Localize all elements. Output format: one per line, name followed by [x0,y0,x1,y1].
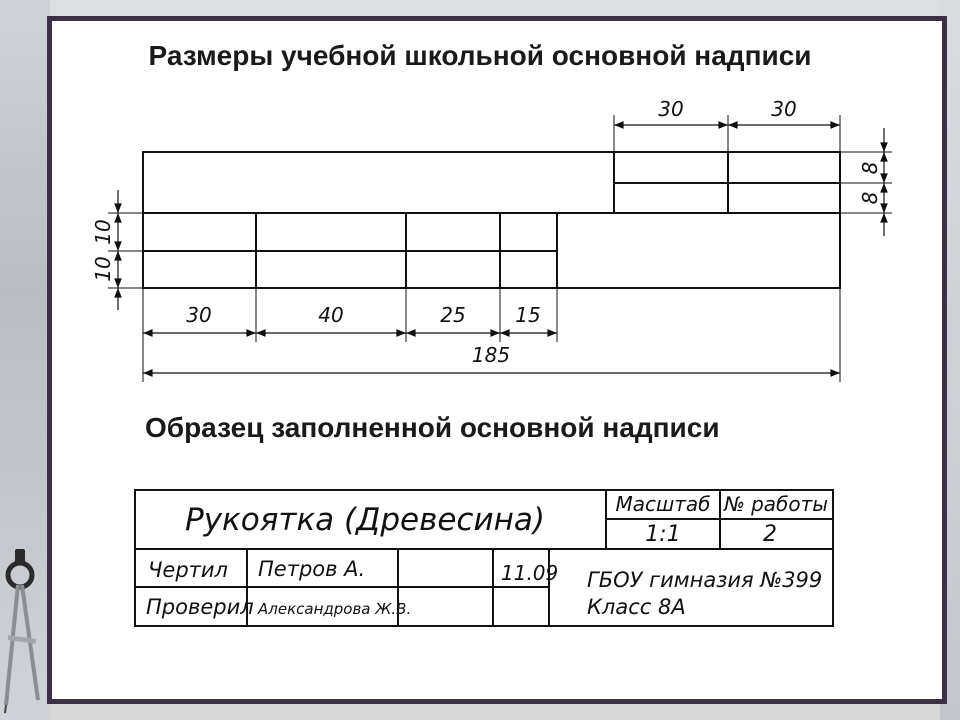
dim-top-right-2: 30 [771,97,797,121]
sample-checked-name: Александрова Ж.В. [258,600,412,618]
dim-left-2: 10 [91,256,115,282]
compass-icon [0,545,46,715]
dim-right-2: 8 [858,191,882,205]
dim-left-1: 10 [91,219,115,245]
sample-scale-label: Масштаб [615,492,711,516]
sample-checked-label: Проверил [146,595,254,619]
dim-bottom-3: 25 [440,303,466,327]
sample-title: Образец заполненной основной надписи [145,412,720,443]
sample-drew-name: Петров А. [258,557,366,581]
sample-drew-label: Чертил [148,558,228,582]
sample-part-name: Рукоятка (Древесина) [185,502,545,538]
dim-bottom-1: 30 [186,303,212,327]
sample-scale-value: 1:1 [645,522,681,547]
dimensions-title: Размеры учебной школьной основной надписи [148,40,812,71]
sample-class: Класс 8А [587,595,686,619]
sample-school: ГБОУ гимназия №399 [587,568,823,592]
sample-work-no-value: 2 [763,522,777,547]
dimension-title-block [143,152,840,288]
sample-date: 11.09 [501,561,559,585]
sample-work-no-label: № работы [723,492,829,516]
dim-bottom-4: 15 [515,303,541,327]
dim-total: 185 [471,343,511,367]
dim-bottom-2: 40 [318,303,344,327]
dim-top-right-1: 30 [658,97,684,121]
block-outline [143,152,840,288]
dim-right-1: 8 [858,161,882,175]
